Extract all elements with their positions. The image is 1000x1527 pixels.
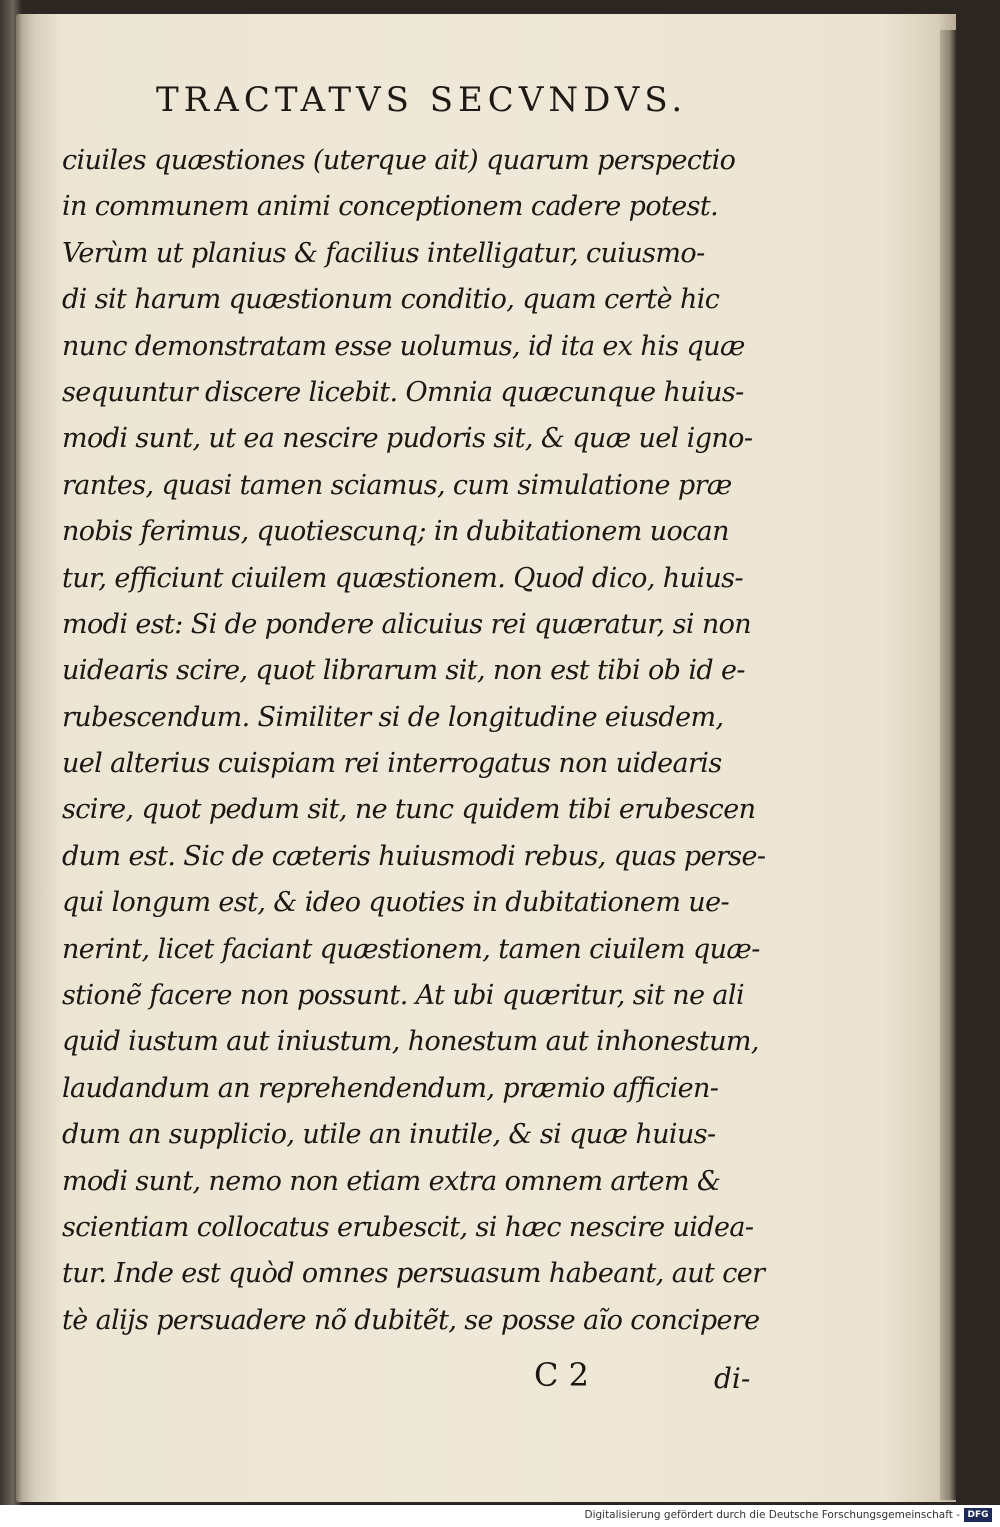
text-line: ciuiles quæstiones (uterque ait) quarum perspectio xyxy=(62,145,736,176)
text-line: quid iustum aut iniustum, honestum aut inhonestum, xyxy=(62,1026,759,1058)
funding-credit: Digitalisierung gefördert durch die Deutsche Forschungsgemeinschaft - xyxy=(584,1509,960,1521)
text-line: sequuntur discere licebit. Omnia quæcunque huius- xyxy=(62,376,744,408)
text-line: rubescendum. Similiter si de longitudine eiusdem, xyxy=(62,701,724,733)
text-line: modi est: Si de pondere alicuius rei quæratur, si non xyxy=(62,608,752,640)
page-edge xyxy=(940,30,956,1500)
dfg-logo: DFG xyxy=(964,1508,992,1522)
text-line: tur, efficiunt ciuilem quæstionem. Quod dico, huius- xyxy=(62,562,743,594)
text-line: modi sunt, ut ea nescire pudoris sit, & quæ uel igno- xyxy=(62,423,753,455)
text-line: stionẽ facere non possunt. At ubi quæritur, sit ne ali xyxy=(62,980,744,1012)
text-line: scire, quot pedum sit, ne tunc quidem tibi erubescen xyxy=(62,794,756,826)
body-text xyxy=(62,138,766,1344)
text-line: rantes, quasi tamen sciamus, cum simulatione præ xyxy=(62,469,732,501)
text-line: nobis ferimus, quotiescunq; in dubitationem uocan xyxy=(62,516,729,548)
text-line: in communem animi conceptionem cadere potest. xyxy=(62,191,719,223)
text-line: modi sunt, nemo non etiam extra omnem artem & xyxy=(62,1165,721,1197)
book-page xyxy=(16,14,956,1502)
catchword: di- xyxy=(714,1362,751,1395)
signature-mark: C 2 xyxy=(534,1356,590,1394)
text-line: nunc demonstratam esse uolumus, id ita ex his quæ xyxy=(62,330,745,362)
footer-bar xyxy=(0,1505,1000,1527)
text-line: dum est. Sic de cæteris huiusmodi rebus, quas perse- xyxy=(62,840,766,872)
text-line: uel alterius cuispiam rei interrogatus non uidearis xyxy=(62,748,722,780)
text-line: Verùm ut planius & facilius intelligatur, cuiusmo- xyxy=(62,237,705,269)
text-line: uidearis scire, quot librarum sit, non est tibi ob id e- xyxy=(62,655,745,687)
text-line: nerint, licet faciant quæstionem, tamen ciuilem quæ- xyxy=(62,933,760,965)
text-line: qui longum est, & ideo quoties in dubitationem ue- xyxy=(62,887,729,919)
text-line: tè alijs persuadere nõ dubitẽt, se posse aĩo concipere xyxy=(62,1304,760,1336)
text-line: tur. Inde est quòd omnes persuasum habeant, aut cer xyxy=(62,1258,765,1290)
text-line: laudandum an reprehendendum, præmio afficien- xyxy=(62,1072,719,1104)
text-line: dum an supplicio, utile an inutile, & si quæ huius- xyxy=(62,1119,716,1151)
text-line: di sit harum quæstionum conditio, quam certè hic xyxy=(62,284,720,316)
running-head: TRACTATVS SECVNDVS. xyxy=(156,80,688,120)
text-line: scientiam collocatus erubescit, si hæc nescire uidea- xyxy=(62,1211,754,1243)
binding-shadow xyxy=(0,0,22,1505)
